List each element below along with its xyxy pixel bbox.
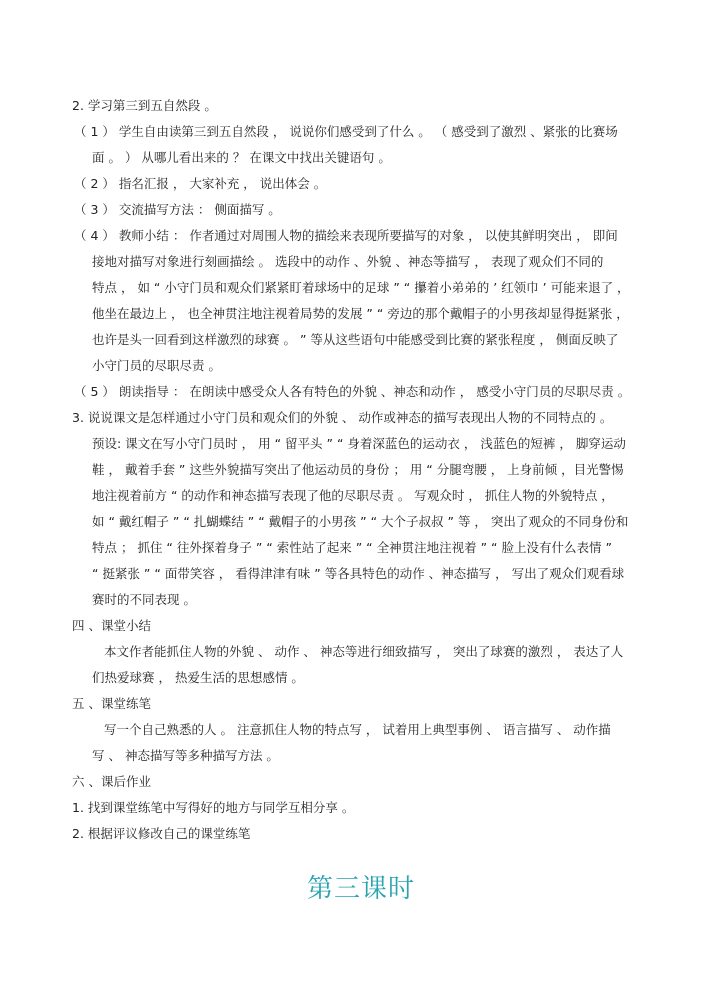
item-1-line-2: 面 。 ） 从哪儿看出来的 ？ 在课文中找出关键语句 。 xyxy=(92,150,391,165)
step-3-heading: 3. 说说课文是怎样通过小守门员和观众们的外貌 、 动作或神态的描写表现出人物的不同特点的 。 xyxy=(72,410,613,425)
item-3-line: （ 3 ） 交流描写方法 ： 侧面描写 。 xyxy=(74,202,281,217)
item-2-line: （ 2 ） 指名汇报 ， 大家补充 ， 说出体会 。 xyxy=(74,176,327,191)
preset-line-6: “ 挺紧张 ” “ 面带笑容 ， 看得津津有味 ” 等各具特色的动作 、神态描写 ， 写出了观众们观看球 xyxy=(92,566,625,581)
practice-line-1: 写一个自己熟悉的人 。 注意抓住人物的特点写 ， 试着用上典型事例 、 语言描写 、 动作描 xyxy=(104,722,611,737)
summary-line-2: 们热爱球赛 ， 热爱生活的思想感情 。 xyxy=(92,670,304,685)
item-4-line-2: 接地对描写对象进行刻画描绘 。 选段中的动作 、外貌 、神态等描写 ， 表现了观众们不同的 xyxy=(92,254,604,269)
item-4-line-3: 特点 ， 如 “ 小守门员和观众们紧紧盯着球场中的足球 ” “ 攥着小弟弟的 ’ 红领巾 ’ 可能来退了 ， xyxy=(92,280,630,295)
item-4-line-4: 他坐在最边上 ， 也全神贯注地注视着局势的发展 ” “ 旁边的那个戴帽子的小男孩却显得挺紧张 ， xyxy=(92,306,629,321)
item-5-line: （ 5 ） 朗读指导 ： 在朗读中感受众人各有特色的外貌 、神态和动作 ， 感受小守门员的尽职尽责 。 xyxy=(74,384,631,399)
practice-line-2: 写 、 神态描写等多种描写方法 。 xyxy=(92,748,279,763)
preset-line-7: 赛时的不同表现 。 xyxy=(92,592,196,607)
section-4-heading: 四 、课堂小结 xyxy=(72,618,151,633)
item-1-line-1: （ 1 ） 学生自由读第三到五自然段 ， 说说你们感受到了什么 。 （ 感受到了激烈 、紧张的比赛场 xyxy=(74,124,618,139)
section-title: 第三课时 xyxy=(306,874,415,904)
item-4-line-1: （ 4 ） 教师小结 ： 作者通过对周围人物的描绘来表现所要描写的对象 ， 以使其鲜明突出 ， 即间 xyxy=(74,228,618,243)
section-6-heading: 六 、课后作业 xyxy=(72,774,151,789)
step-2-heading: 2. 学习第三到五自然段 。 xyxy=(72,98,217,113)
item-4-line-6: 小守门员的尽职尽责 。 xyxy=(92,358,221,373)
preset-line-2: 鞋 ， 戴着手套 ” 这些外貌描写突出了他运动员的身份 ； 用 “ 分腿弯腰 ， 上身前倾 ，目光警惕 xyxy=(92,462,624,477)
preset-line-5: 特点 ； 抓住 “ 往外探着身子 ” “ 索性站了起来 ” “ 全神贯注地注视着 ” “ 脸上没有什么表情 ” xyxy=(92,540,612,555)
preset-line-1: 预设: 课文在写小守门员时 ， 用 “ 留平头 ” “ 身着深蓝色的运动衣 ， 浅蓝色的短裤 ， 脚穿运动 xyxy=(92,436,626,451)
section-5-heading: 五 、课堂练笔 xyxy=(72,696,151,711)
homework-item-1: 1. 找到课堂练笔中写得好的地方与同学互相分享 。 xyxy=(72,800,355,815)
preset-line-4: 如 “ 戴红帽子 ” “ 扎蝴蝶结 ” “ 戴帽子的小男孩 ” “ 大个子叔叔 ” 等 ， 突出了观众的不同身份和 xyxy=(92,514,629,529)
homework-item-2: 2. 根据评议修改自己的课堂练笔 xyxy=(72,826,251,841)
item-4-line-5: 也许是头一回看到这样激烈的球赛 。 ” 等从这些语句中能感受到比赛的紧张程度 ， 侧面反映了 xyxy=(92,332,619,347)
summary-line-1: 本文作者能抓住人物的外貌 、 动作 、 神态等进行细致描写 ， 突出了球赛的激烈 ， 表达了人 xyxy=(104,644,624,659)
preset-line-3: 地注视着前方 “ 的动作和神态描写表现了他的尽职尽责 。 写观众时 ， 抓住人物的外貌特点 ， xyxy=(92,488,614,503)
